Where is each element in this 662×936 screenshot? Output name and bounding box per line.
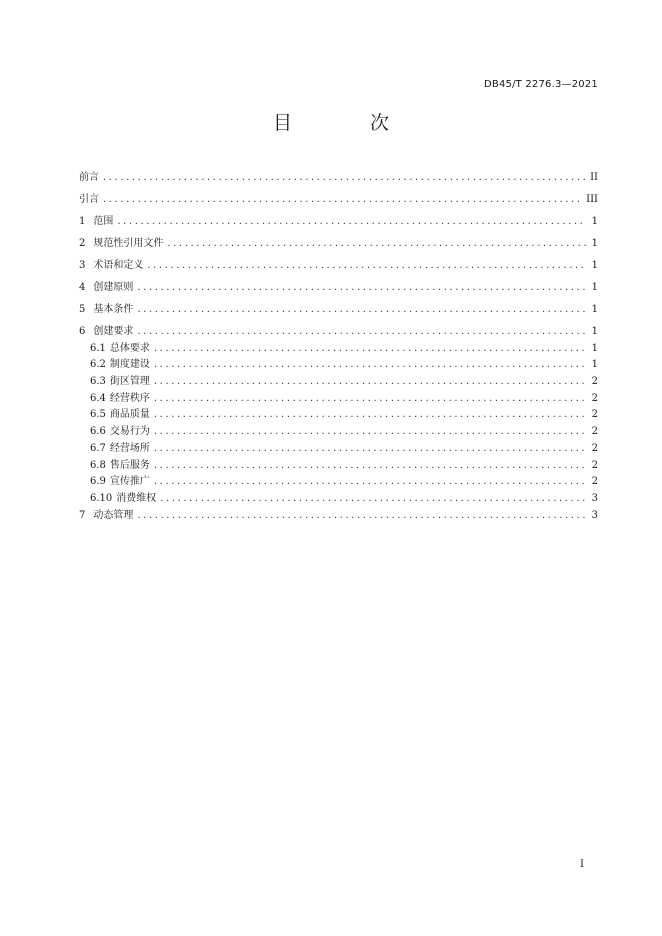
toc-number: 3	[79, 260, 86, 271]
toc-leader	[154, 393, 586, 405]
toc-label: 前言	[79, 172, 99, 183]
toc-page: 2	[591, 392, 598, 404]
toc-page: 1	[591, 260, 598, 271]
toc-leader	[137, 326, 586, 338]
toc-leader	[154, 476, 586, 488]
toc-leader	[154, 359, 586, 371]
toc-page: 1	[591, 326, 598, 337]
toc-number: 5	[79, 304, 86, 315]
toc-row-6-6[interactable]	[79, 426, 598, 438]
toc-label: 总体要求	[109, 342, 150, 354]
toc-label: 基本条件	[93, 304, 134, 315]
toc-label: 经营秩序	[109, 392, 150, 404]
toc-page: 3	[591, 509, 598, 521]
toc-label: 规范性引用文件	[93, 238, 164, 249]
toc-leader	[137, 304, 586, 316]
toc-leader	[154, 376, 586, 388]
toc-leader	[103, 194, 582, 206]
toc-page: 2	[591, 426, 598, 438]
toc-leader	[160, 493, 586, 505]
toc-row-introduction[interactable]	[79, 194, 598, 206]
toc-leader	[154, 460, 586, 472]
toc-page: 2	[591, 476, 598, 488]
toc-number: 6.8	[90, 459, 106, 471]
toc-leader	[154, 343, 586, 355]
toc-leader	[137, 282, 586, 294]
toc-label: 创建要求	[93, 326, 134, 337]
toc-row-6-2[interactable]	[79, 359, 598, 371]
toc-leader	[167, 238, 586, 250]
toc-label: 术语和定义	[93, 260, 144, 271]
toc-row-7[interactable]	[79, 510, 598, 522]
toc-row-6-4[interactable]	[79, 393, 598, 405]
toc-row-3[interactable]	[79, 260, 598, 272]
toc-page: 3	[591, 492, 598, 504]
toc-number: 1	[79, 216, 86, 227]
toc-row-6-5[interactable]	[79, 409, 598, 421]
toc-row-6-3[interactable]	[79, 376, 598, 388]
toc-label: 制度建设	[109, 359, 150, 371]
toc-leader	[147, 260, 586, 272]
toc-leader	[154, 443, 586, 455]
toc-number: 6.9	[90, 476, 106, 488]
toc-label: 售后服务	[109, 459, 150, 471]
toc-number: 6.2	[90, 359, 106, 371]
toc-number: 6.1	[90, 342, 106, 354]
toc-leader	[154, 409, 586, 421]
toc-page: 2	[591, 442, 598, 454]
toc-row-foreword[interactable]	[79, 172, 598, 184]
toc-number: 6.10	[90, 492, 113, 504]
toc-leader	[117, 216, 586, 228]
toc-number: 7	[79, 509, 86, 521]
toc-label: 引言	[79, 194, 99, 205]
toc-number: 6	[79, 326, 86, 337]
toc-leader	[137, 510, 586, 522]
toc-number: 6.5	[90, 409, 106, 421]
toc-label: 范围	[93, 216, 114, 227]
toc-page: 1	[591, 342, 598, 354]
toc-number: 6.7	[90, 442, 106, 454]
toc-label: 消费维权	[116, 492, 157, 504]
toc-row-6-10[interactable]	[79, 493, 598, 505]
page-number: I	[580, 859, 584, 870]
toc-label: 经营场所	[109, 442, 150, 454]
page-title: 目 次	[272, 112, 426, 134]
toc-page: 1	[591, 238, 598, 249]
toc-page: 1	[591, 359, 598, 371]
toc-label: 创建原则	[93, 282, 134, 293]
toc-page: 1	[591, 216, 598, 227]
toc-page: 1	[591, 282, 598, 293]
toc-number: 6.4	[90, 392, 106, 404]
toc-page: 1	[591, 304, 598, 315]
toc-label: 交易行为	[109, 426, 150, 438]
toc-row-6-7[interactable]	[79, 443, 598, 455]
toc-number: 2	[79, 238, 86, 249]
toc-row-6-1[interactable]	[79, 343, 598, 355]
toc-number: 6.3	[90, 376, 106, 388]
toc-page: III	[586, 194, 598, 205]
toc-number: 6.6	[90, 426, 106, 438]
toc-row-6[interactable]	[79, 326, 598, 338]
toc-row-6-9[interactable]	[79, 476, 598, 488]
toc-row-1[interactable]	[79, 216, 598, 228]
toc-row-6-8[interactable]	[79, 460, 598, 472]
toc-label: 商品质量	[109, 409, 150, 421]
toc-row-5[interactable]	[79, 304, 598, 316]
toc-page: 2	[591, 409, 598, 421]
toc-label: 宣传推广	[109, 476, 150, 488]
toc-label: 街区管理	[109, 376, 150, 388]
toc-label: 动态管理	[93, 509, 134, 521]
table-of-contents	[79, 168, 598, 522]
toc-page: II	[590, 172, 598, 183]
toc-page: 2	[591, 376, 598, 388]
toc-row-4[interactable]	[79, 282, 598, 294]
toc-page: 2	[591, 459, 598, 471]
doc-code: DB45/T 2276.3—2021	[484, 79, 598, 90]
toc-row-2[interactable]	[79, 238, 598, 250]
toc-number: 4	[79, 282, 86, 293]
toc-leader	[154, 426, 586, 438]
toc-leader	[103, 172, 586, 184]
